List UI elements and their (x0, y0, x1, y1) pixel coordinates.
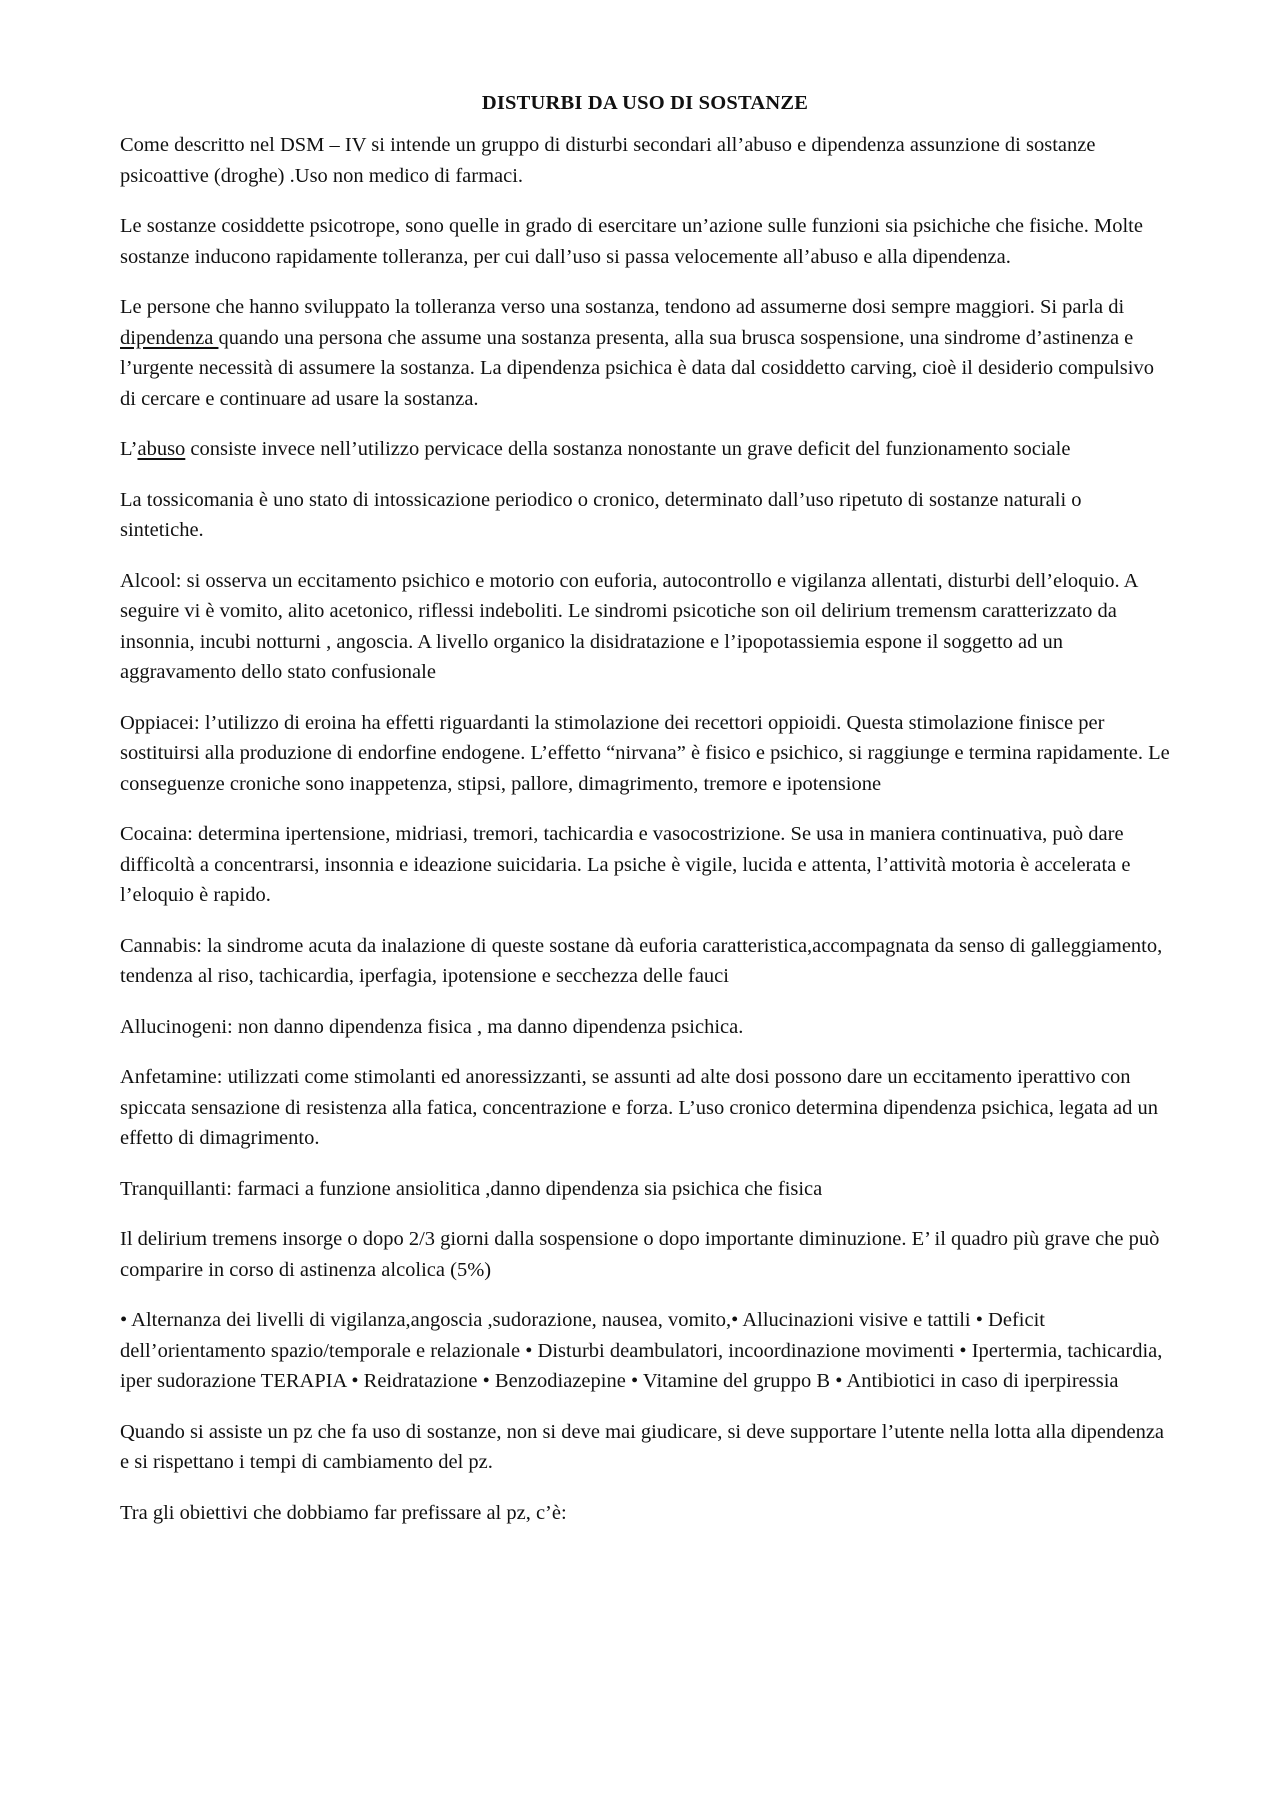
document-page (120, 88, 1170, 1548)
paragraph-text: L’ (120, 438, 138, 460)
paragraph-text: quando una persona che assume una sostanza presenta, alla sua brusca sospensione, una sindrome d’astinenza e l’urgente necessità di assumere la sostanza. La dipendenza psichica è data dal cosiddetto carving, cioè il desiderio compulsivo di cercare e continuare ad usare la sostanza. (120, 326, 1154, 410)
document-title: DISTURBI DA USO DI SOSTANZE (481, 92, 809, 114)
paragraph-abuso (120, 434, 1170, 465)
paragraph-alcool: Alcool: si osserva un eccitamento psichico e motorio con euforia, autocontrollo e vigilanza allentati, disturbi dell’eloquio. A seguire vi è vomito, alito acetonico, riflessi indeboliti. Le sindromi psicotiche son oil delirium tremensm caratterizzato da insonnia, incubi notturni , angoscia. A livello organico la disidratazione e l’ipopotassiemia espone il soggetto ad un aggravamento dello stato confusionale (120, 569, 1138, 683)
paragraph-text: Le persone che hanno sviluppato la tolleranza verso una sostanza, tendono ad assumerne dosi sempre maggiori. Si parla di (120, 296, 1125, 318)
paragraph-dipendenza (120, 292, 1170, 414)
paragraph-assistenza: Quando si assiste un pz che fa uso di sostanze, non si deve mai giudicare, si deve supportare l’utente nella lotta alla dipendenza e si rispettano i tempi di cambiamento del pz. (120, 1420, 1165, 1473)
paragraph-anfetamine: Anfetamine: utilizzati come stimolanti ed anoressizzanti, se assunti ad alte dosi possono dare un eccitamento iperattivo con spiccata sensazione di resistenza alla fatica, concentrazione e forza. L’uso cronico determina dipendenza psichica, legata ad un effetto di dimagrimento. (120, 1066, 1158, 1149)
paragraph-delirium-tremens: Il delirium tremens insorge o dopo 2/3 giorni dalla sospensione o dopo importante diminuzione. E’ il quadro più grave che può comparire in corso di astinenza alcolica (5%) (120, 1228, 1160, 1281)
paragraph-psicotrope: Le sostanze cosiddette psicotrope, sono quelle in grado di esercitare un’azione sulle funzioni sia psichiche che fisiche. Molte sostanze inducono rapidamente tolleranza, per cui dall’uso si passa velocemente all’abuso e alla dipendenza. (120, 215, 1143, 268)
underlined-term-abuso: abuso (137, 438, 186, 460)
paragraph-oppiacei: Oppiacei: l’utilizzo di eroina ha effetti riguardanti la stimolazione dei recettori oppioidi. Questa stimolazione finisce per sostituirsi alla produzione di endorfine endogene. L’effetto “nirvana” è fisico e psichico, si raggiunge e termina rapidamente. Le conseguenze croniche sono inappetenza, stipsi, pallore, dimagrimento, tremore e ipotensione (120, 711, 1170, 795)
paragraph-cannabis: Cannabis: la sindrome acuta da inalazione di queste sostane dà euforia caratteristica,accompagnata da senso di galleggiamento, tendenza al riso, tachicardia, iperfagia, ipotensione e secchezza delle fauci (120, 934, 1163, 987)
paragraph-allucinogeni: Allucinogeni: non danno dipendenza fisica , ma danno dipendenza psichica. (120, 1015, 744, 1038)
paragraph-sintomi-terapia: • Alternanza dei livelli di vigilanza,angoscia ,sudorazione, nausea, vomito,• Allucinazioni visive e tattili • Deficit dell’orientamento spazio/temporale e relazionale • Disturbi deambulatori, incoordinazione movimenti • Ipertermia, tachicardia, iper sudorazione TERAPIA • Reidratazione • Benzodiazepine • Vitamine del gruppo B • Antibiotici in caso di iperpiressia (120, 1309, 1163, 1392)
paragraph-cocaina: Cocaina: determina ipertensione, midriasi, tremori, tachicardia e vasocostrizione. Se usa in maniera continuativa, può dare difficoltà a concentrarsi, insonnia e ideazione suicidaria. La psiche è vigile, lucida e attenta, l’attività motoria è accelerata e l’eloquio è rapido. (120, 823, 1131, 906)
paragraph-obiettivi: Tra gli obiettivi che dobbiamo far prefissare al pz, c’è: (120, 1501, 567, 1524)
paragraph-text: consiste invece nell’utilizzo pervicace della sostanza nonostante un grave deficit del funzionamento sociale (185, 438, 1071, 460)
underlined-term-dipendenza: dipendenza (120, 326, 219, 349)
paragraph-tossicomania: La tossicomania è uno stato di intossicazione periodico o cronico, determinato dall’uso ripetuto di sostanze naturali o sintetiche. (120, 488, 1082, 541)
paragraph-intro: Come descritto nel DSM – IV si intende un gruppo di disturbi secondari all’abuso e dipendenza assunzione di sostanze psicoattive (droghe) .Uso non medico di farmaci. (120, 134, 1096, 187)
paragraph-tranquillanti: Tranquillanti: farmaci a funzione ansiolitica ,danno dipendenza sia psichica che fisica (120, 1177, 823, 1200)
